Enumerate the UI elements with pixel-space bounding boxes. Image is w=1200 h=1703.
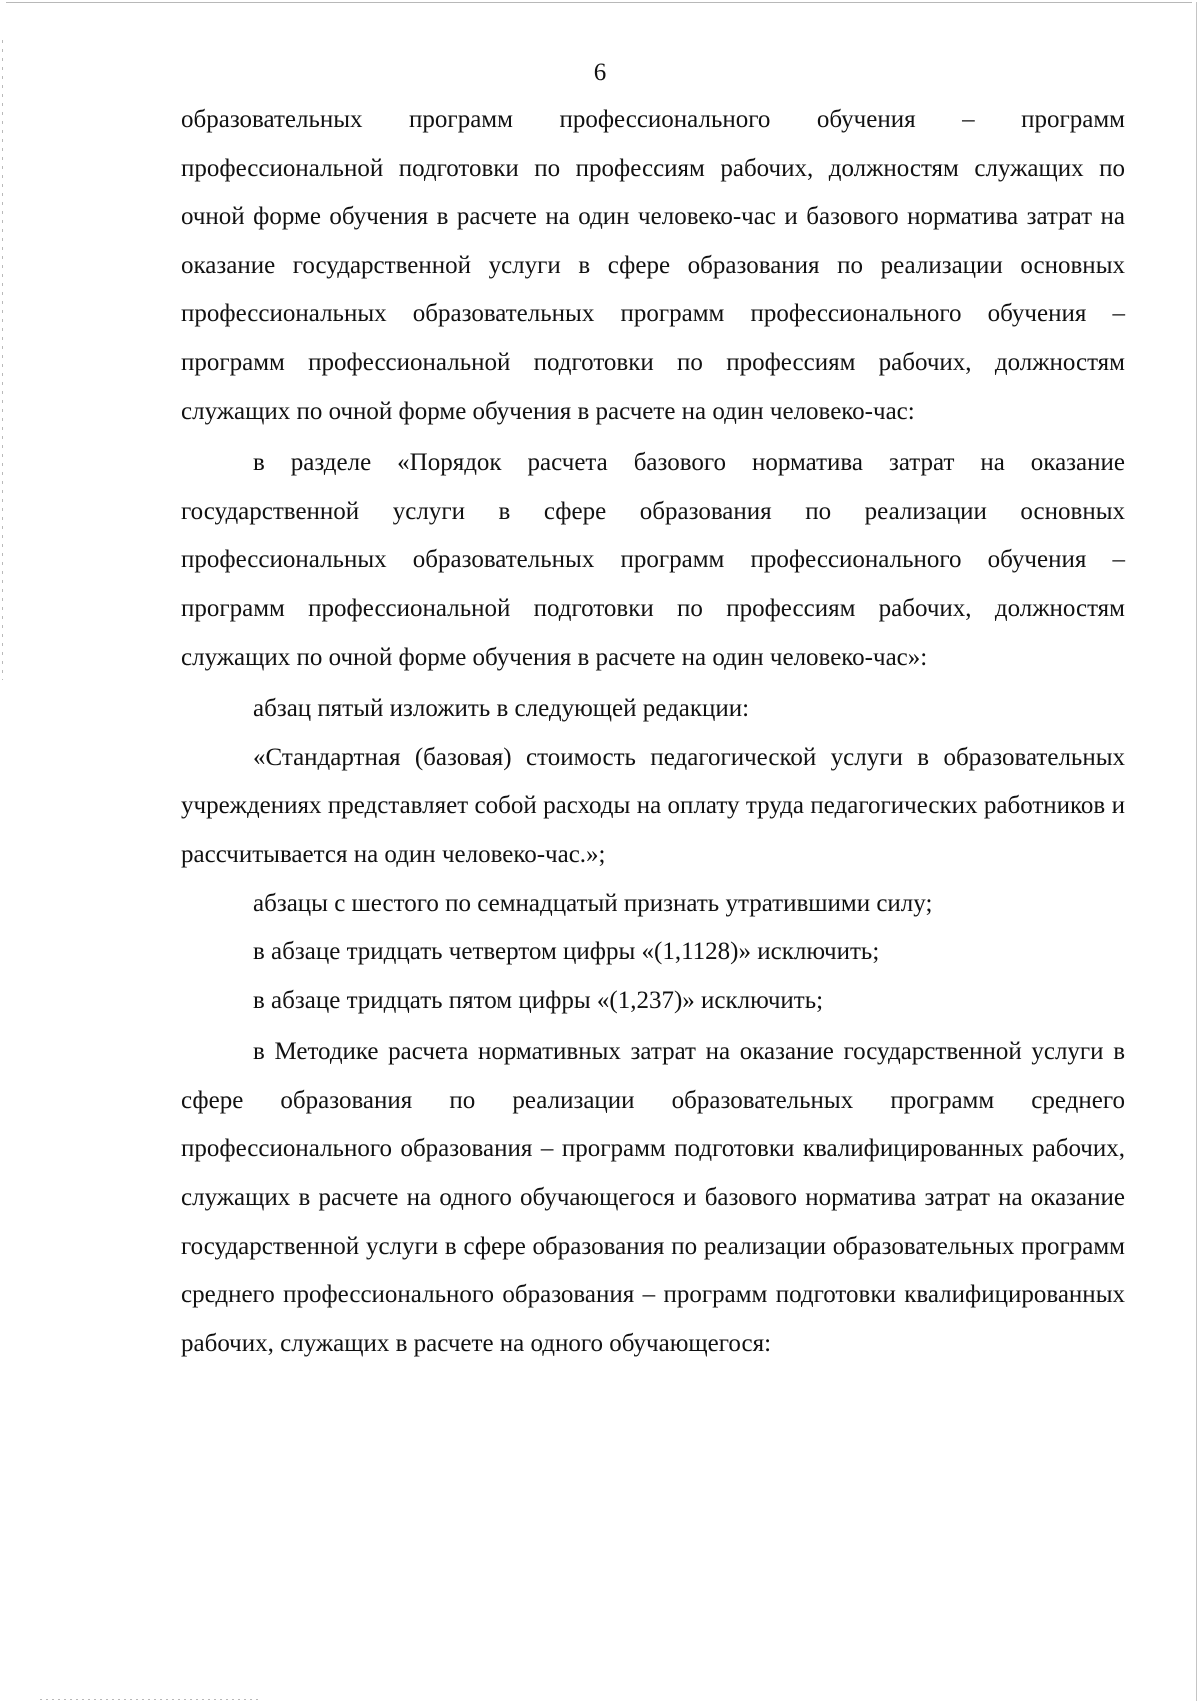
paragraph-abzacy-utrativshie: абзацы с шестого по семнадцатый признать утратившими силу;: [253, 889, 933, 917]
scan-edge-right: [1196, 2, 1197, 1701]
paragraph-abzac-pyatyi: абзац пятый изложить в следующей редакции:: [253, 695, 750, 723]
document-body: [181, 96, 1125, 1368]
scan-edge-top: [6, 2, 1192, 3]
paragraph-continuation: образовательных программ профессионального обучения – программ профессиональной подготовки по профессиям рабочих, должностям служащих по очной форме обучения в расчете на один человеко-час и базового норматива затрат на оказание государственной услуги в сфере образования по реализации основных профессиональных образовательных программ профессионального обучения – программ профессиональной подготовки по профессиям рабочих, должностям служащих по очной форме обучения в расчете на один человеко-час:: [181, 106, 1125, 425]
paragraph-standard-cost-quote: «Стандартная (базовая) стоимость педагогической услуги в образовательных учреждениях представляет собой расходы на оплату труда педагогических работников и рассчитывается на один человеко-час.»;: [181, 743, 1125, 868]
paragraph-abzac-35: в абзаце тридцать пятом цифры «(1,237)» исключить;: [253, 986, 824, 1014]
page-number: 6: [593, 59, 607, 86]
scan-edge-bottom: [40, 1699, 260, 1700]
scan-edge-left: [2, 40, 3, 680]
paragraph-abzac-34: в абзаце тридцать четвертом цифры «(1,1128)» исключить;: [253, 938, 880, 966]
paragraph-metodika: в Методике расчета нормативных затрат на оказание государственной услуги в сфере образования по реализации образовательных программ среднего профессионального образования – программ подготовки квалифицированных рабочих, служащих в расчете на одного обучающегося и базового норматива затрат на оказание государственной услуги в сфере образования по реализации образовательных программ среднего профессионального образования – программ подготовки квалифицированных рабочих, служащих в расчете на одного обучающегося:: [181, 1038, 1125, 1357]
paragraph-section-poryadok: в разделе «Порядок расчета базового норматива затрат на оказание государственной услуги в сфере образования по реализации основных профессиональных образовательных программ профессионального обучения – программ профессиональной подготовки по профессиям рабочих, должностям служащих по очной форме обучения в расчете на один человеко-час»:: [181, 449, 1125, 671]
